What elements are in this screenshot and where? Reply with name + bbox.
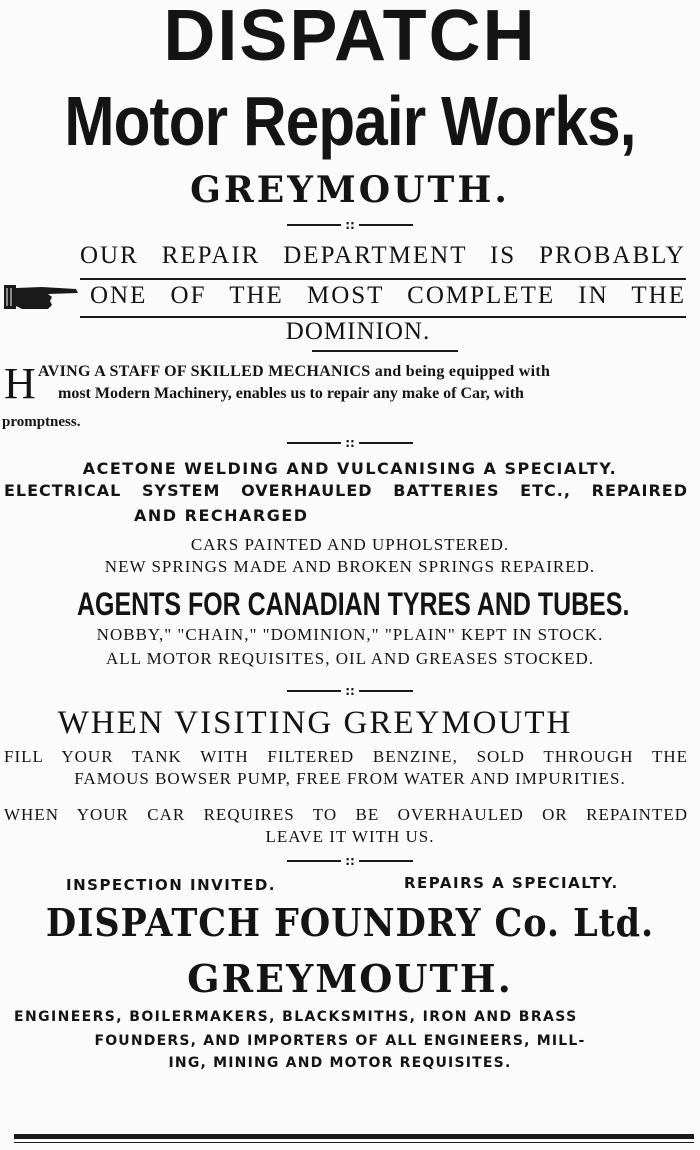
staff-line-3: promptness.: [2, 414, 81, 430]
bottom-rule-thick: [14, 1134, 694, 1139]
ad-town: GREYMOUTH.: [190, 169, 510, 211]
agents-heading: AGENTS FOR CANADIAN TYRES AND TUBES.: [77, 586, 630, 622]
agents-line-1: NOBBY," "CHAIN," "DOMINION," "PLAIN" KEPT IN STOCK.: [96, 625, 604, 644]
repairs-note: REPAIRS A SPECIALTY.: [404, 874, 619, 892]
visiting-line-1: FILL YOUR TANK WITH FILTERED BENZINE, SOLD THROUGH THE: [4, 747, 688, 766]
staff-line-1: AVING A STAFF OF SKILLED MECHANICS and being equipped with: [38, 363, 551, 380]
visiting-line-2: FAMOUS BOWSER PUMP, FREE FROM WATER AND IMPURITIES.: [74, 769, 626, 788]
ad-subtitle: Motor Repair Works,: [64, 82, 636, 160]
staff-line-2: most Modern Machinery, enables us to repair any make of Car, with: [58, 385, 524, 402]
pointing-hand-icon: [2, 282, 80, 312]
ad-title: DISPATCH: [163, 0, 537, 76]
services-line-5: NEW SPRINGS MADE AND BROKEN SPRINGS REPAIRED.: [104, 557, 596, 576]
foundry-name: DISPATCH FOUNDRY Co. Ltd.: [45, 900, 655, 945]
claim-line-1: OUR REPAIR DEPARTMENT IS PROBABLY: [80, 242, 686, 269]
visiting-line-4: LEAVE IT WITH US.: [265, 827, 435, 846]
foundry-line-1: ENGINEERS, BOILERMAKERS, BLACKSMITHS, IRON AND BRASS: [14, 1009, 578, 1025]
foundry-line-2: FOUNDERS, AND IMPORTERS OF ALL ENGINEERS, MILL-: [94, 1033, 586, 1049]
agents-line-2: ALL MOTOR REQUISITES, OIL AND GREASES STOCKED.: [105, 649, 595, 668]
ornament-divider: ::: [0, 436, 700, 449]
claim-line-3: DOMINION.: [285, 318, 431, 345]
services-line-2: ELECTRICAL SYSTEM OVERHAULED BATTERIES ETC., REPAIRED: [4, 481, 688, 500]
bottom-rule-thin: [14, 1142, 694, 1143]
ornament-divider: ::: [0, 684, 700, 697]
staff-initial: H: [4, 359, 36, 408]
inspection-note: INSPECTION INVITED.: [66, 876, 276, 894]
services-line-3: AND RECHARGED: [134, 506, 309, 525]
visiting-heading: WHEN VISITING GREYMOUTH: [57, 705, 573, 741]
claim-rule-dominion: [312, 350, 458, 352]
ornament-divider: ::: [0, 218, 700, 231]
services-line-1: ACETONE WELDING AND VULCANISING A SPECIALTY.: [82, 459, 618, 478]
visiting-line-3: WHEN YOUR CAR REQUIRES TO BE OVERHAULED OR REPAINTED: [4, 805, 688, 824]
ornament-divider: ::: [0, 854, 700, 867]
services-line-4: CARS PAINTED AND UPHOLSTERED.: [190, 535, 510, 554]
foundry-line-3: ING, MINING AND MOTOR REQUISITES.: [168, 1055, 512, 1071]
claim-line-2: ONE OF THE MOST COMPLETE IN THE: [90, 282, 686, 309]
foundry-town: GREYMOUTH.: [187, 956, 513, 1001]
